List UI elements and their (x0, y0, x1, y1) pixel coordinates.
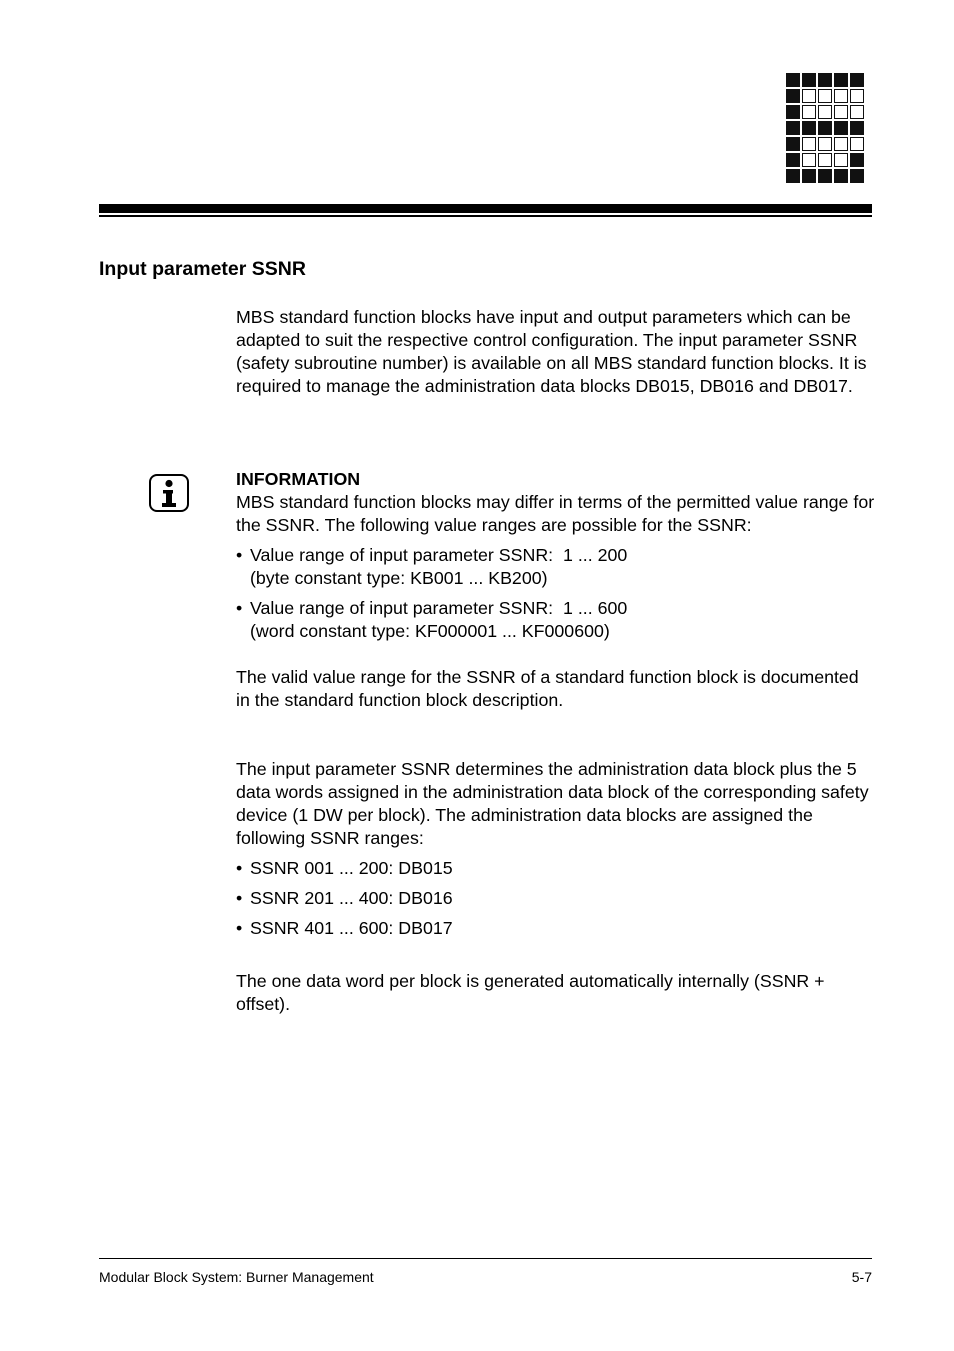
logo-cell (802, 137, 816, 151)
logo-cell (802, 73, 816, 87)
logo-cell (850, 105, 864, 119)
logo-cell (834, 153, 848, 167)
logo-cell (818, 89, 832, 103)
logo-cell (818, 169, 832, 183)
list-item: • SSNR 401 ... 600: DB017 (236, 917, 876, 940)
logo-cell (818, 153, 832, 167)
logo-cell (850, 73, 864, 87)
logo-cell (850, 89, 864, 103)
logo-cell (850, 153, 864, 167)
logo-cell (786, 89, 800, 103)
logo-cell (786, 153, 800, 167)
logo-cell (802, 153, 816, 167)
logo-cell (834, 89, 848, 103)
list-item: • SSNR 001 ... 200: DB015 (236, 857, 876, 880)
logo-cell (802, 105, 816, 119)
list-item: • SSNR 201 ... 400: DB016 (236, 887, 876, 910)
logo-cell (818, 73, 832, 87)
logo-cell (802, 89, 816, 103)
value-range-type: (byte constant type: KB001 ... KB200) (250, 568, 548, 588)
logo-cell (834, 121, 848, 135)
header-rule-thin (99, 215, 872, 217)
logo-cell (786, 121, 800, 135)
footer-rule (99, 1258, 872, 1259)
logo-cell (786, 105, 800, 119)
logo-cell (786, 137, 800, 151)
info-icon (149, 474, 189, 512)
value-range-list (236, 544, 876, 643)
information-box (236, 468, 876, 712)
logo-cell (818, 105, 832, 119)
intro-paragraph (236, 306, 876, 398)
mbs-grid-logo (786, 73, 864, 183)
logo-cell (818, 137, 832, 151)
header-rule-thick (99, 204, 872, 213)
logo-cell (850, 137, 864, 151)
information-text: MBS standard function blocks may differ in terms of the permitted value range for the SSNR. The following value ranges are possible for the SSNR: (236, 492, 875, 535)
logo-cell (834, 73, 848, 87)
intro-text: MBS standard function blocks have input and output parameters which can be adapted to suit the respective control configuration. The input parameter SSNR (safety subroutine number) is available on all MBS standard function blocks. It is required to manage the administration data blocks DB015, DB016 and DB017. (236, 307, 867, 396)
logo-cell (786, 169, 800, 183)
assignment-text: The input parameter SSNR determines the administration data block plus the 5 data words assigned in the administration data block of the corresponding safety device (1 DW per block). The administration data blocks are assigned the following SSNR ranges: (236, 759, 869, 848)
footer-title: Modular Block System: Burner Management (99, 1269, 374, 1285)
page-number: 5-7 (851, 1269, 872, 1285)
logo-cell (786, 73, 800, 87)
ssnr-range-list (236, 857, 876, 940)
logo-cell (850, 121, 864, 135)
value-range-type: (word constant type: KF000001 ... KF000600) (250, 621, 610, 641)
value-range-line: Value range of input parameter SSNR: 1 ... 200 (250, 545, 628, 565)
information-title: INFORMATION (236, 469, 361, 489)
logo-cell (802, 169, 816, 183)
logo-cell (850, 169, 864, 183)
section-title: Input parameter SSNR (99, 258, 306, 280)
assignment-paragraph (236, 758, 876, 1016)
list-item (236, 544, 876, 590)
closing-text: The one data word per block is generated automatically internally (SSNR + offset). (236, 971, 825, 1014)
information-note: The valid value range for the SSNR of a standard function block is documented in the standard function block description. (236, 667, 859, 710)
value-range-line: Value range of input parameter SSNR: 1 ... 600 (250, 598, 628, 618)
logo-cell (834, 105, 848, 119)
logo-cell (834, 169, 848, 183)
list-item (236, 597, 876, 643)
logo-cell (834, 137, 848, 151)
logo-cell (818, 121, 832, 135)
logo-cell (802, 121, 816, 135)
